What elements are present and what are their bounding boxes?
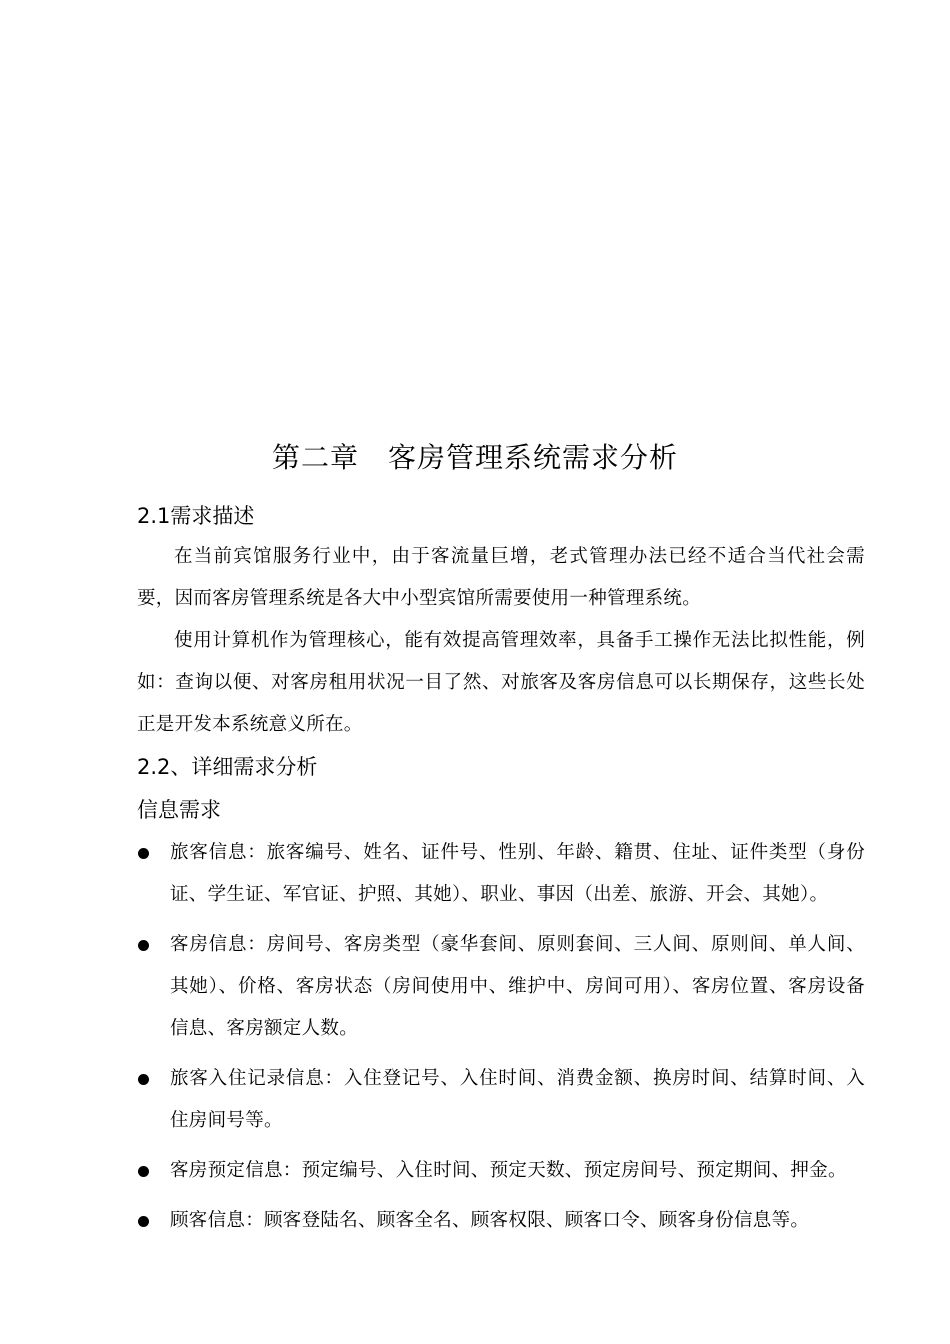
paragraph-1: 在当前宾馆服务行业中，由于客流量巨增，老式管理办法已经不适合当代社会需要，因而客房管理系统是各大中小型宾馆所需要使用一种管理系统。 bbox=[137, 546, 865, 609]
list-item-text: 客房预定信息：预定编号、入住时间、预定天数、预定房间号、预定期间、押金。 bbox=[170, 1160, 847, 1181]
list-item bbox=[137, 924, 865, 1050]
bullet-dot-icon bbox=[138, 1074, 149, 1085]
bullet-dot-icon bbox=[138, 1166, 149, 1177]
subheading-info-requirements: 信息需求 bbox=[137, 798, 221, 822]
list-item bbox=[137, 1058, 865, 1142]
list-item bbox=[137, 1200, 865, 1242]
list-item-text: 旅客信息：旅客编号、姓名、证件号、性别、年龄、籍贯、住址、证件类型（身份证、学生证、军官证、护照、其她）、职业、事因（出差、旅游、开会、其她）。 bbox=[170, 842, 865, 905]
list-item-text: 旅客入住记录信息：入住登记号、入住时间、消费金额、换房时间、结算时间、入住房间号等。 bbox=[170, 1068, 865, 1131]
list-item bbox=[137, 1150, 865, 1192]
chapter-title: 第二章 客房管理系统需求分析 bbox=[271, 441, 678, 474]
list-item-text: 客房信息：房间号、客房类型（豪华套间、原则套间、三人间、原则间、单人间、其她）、价格、客房状态（房间使用中、维护中、房间可用）、客房位置、客房设备信息、客房额定人数。 bbox=[170, 934, 865, 1039]
bullet-dot-icon bbox=[138, 1216, 149, 1227]
bullet-dot-icon bbox=[138, 940, 149, 951]
paragraph-2: 使用计算机作为管理核心，能有效提高管理效率，具备手工操作无法比拟性能，例如：查询以便、对客房租用状况一目了然、对旅客及客房信息可以长期保存，这些长处正是开发本系统意义所在。 bbox=[137, 630, 865, 735]
section-heading-2-1: 2.1需求描述 bbox=[137, 504, 255, 528]
bullet-dot-icon bbox=[138, 848, 149, 859]
section-heading-2-2: 2.2、详细需求分析 bbox=[137, 755, 318, 779]
list-item bbox=[137, 832, 865, 916]
requirements-list bbox=[137, 832, 865, 1250]
list-item-text: 顾客信息：顾客登陆名、顾客全名、顾客权限、顾客口令、顾客身份信息等。 bbox=[170, 1210, 810, 1231]
